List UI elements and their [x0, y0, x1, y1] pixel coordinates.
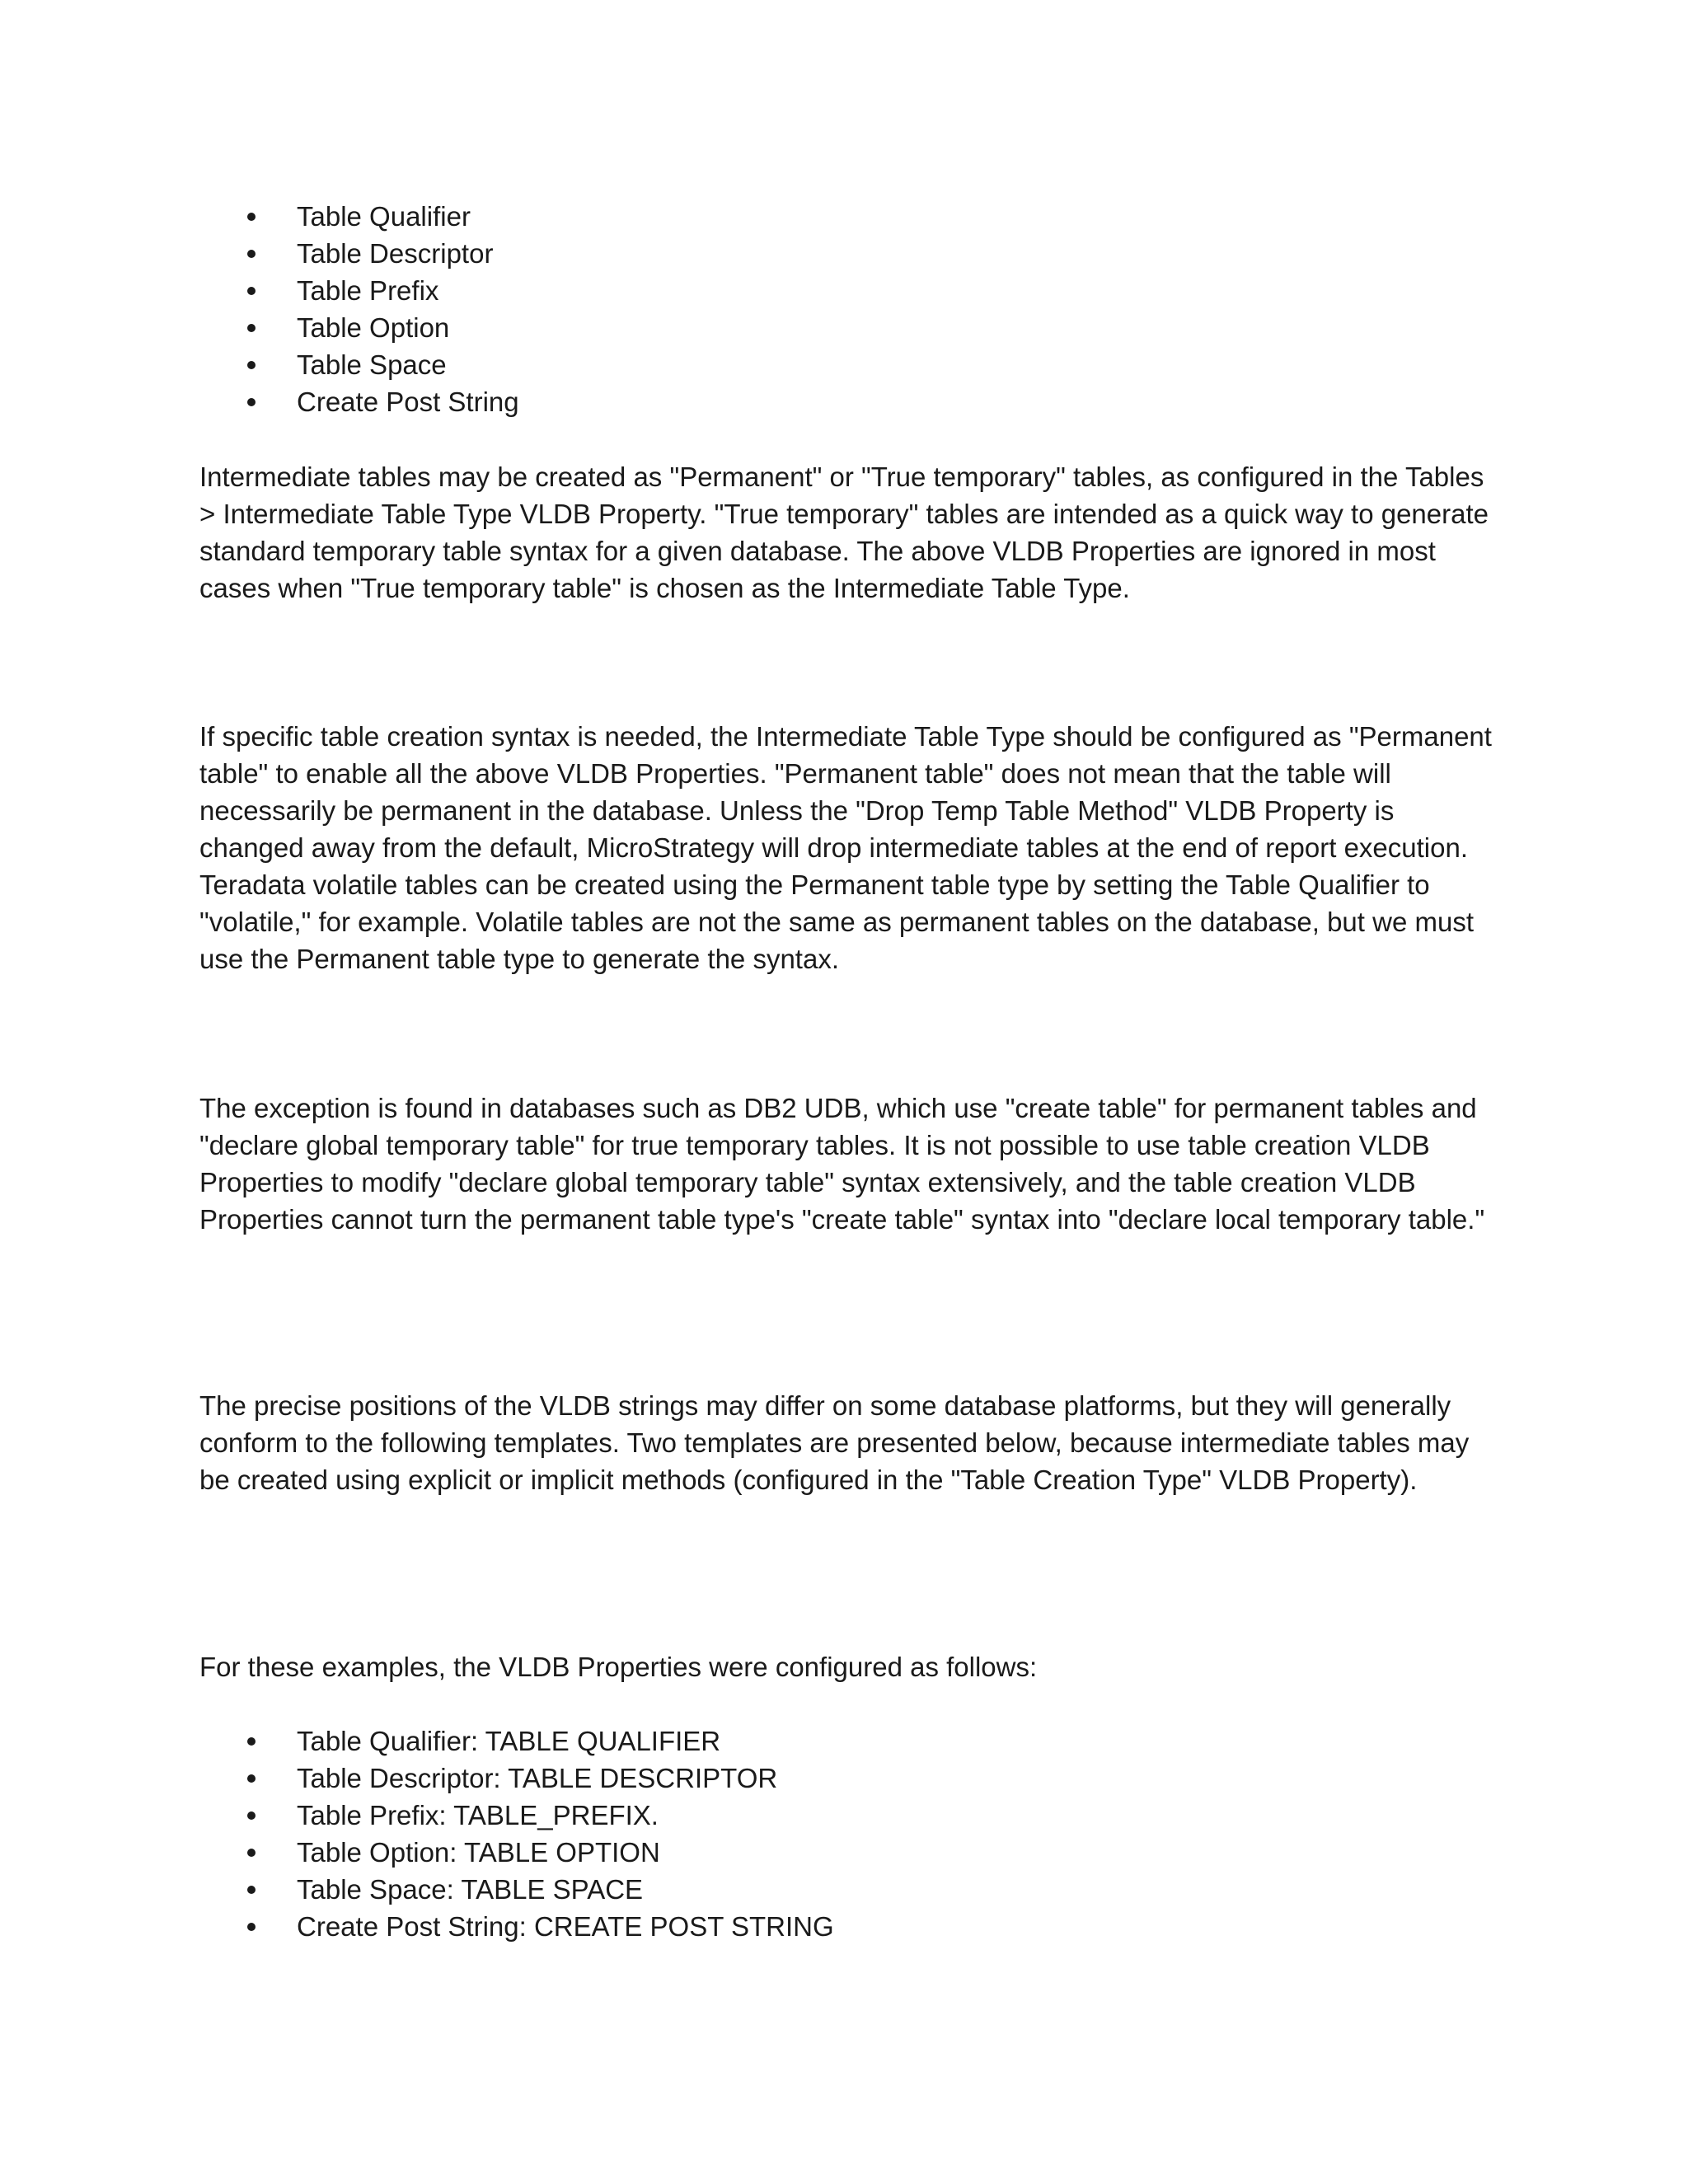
- paragraph-db2-exception: [199, 1090, 1493, 1238]
- bullet-icon: [247, 1737, 256, 1746]
- list-item-text: Table Space: [297, 349, 447, 380]
- list-item-text: Table Qualifier: TABLE QUALIFIER: [297, 1726, 721, 1756]
- list-item: [199, 198, 1493, 235]
- paragraph-intermediate-tables: [199, 458, 1493, 607]
- list-item-text: Table Option: TABLE OPTION: [297, 1837, 660, 1868]
- bullet-icon: [247, 250, 256, 258]
- list-item-text: Table Option: [297, 312, 450, 343]
- paragraph-permanent-table: [199, 718, 1493, 977]
- bullet-icon: [247, 1923, 256, 1931]
- list-item: [199, 1834, 1493, 1871]
- list-item: [199, 383, 1493, 420]
- list-item: [199, 235, 1493, 272]
- list-item: [199, 272, 1493, 309]
- bullet-list-configured-values: [199, 1722, 1493, 1945]
- list-item: [199, 1760, 1493, 1797]
- list-item-text: Create Post String: [297, 387, 519, 417]
- paragraph-text: The exception is found in databases such as DB2 UDB, which use "create table" for permanent tables and "declare global temporary table" for true temporary tables. It is not possible to use table creation VLDB Properties to modify "declare global temporary table" syntax extensively, and the table creation VLDB Properties cannot turn the permanent table type's "create table" syntax into "declare local temporary table.": [199, 1093, 1485, 1235]
- bullet-icon: [247, 1811, 256, 1820]
- bullet-icon: [247, 213, 256, 221]
- paragraph-text: For these examples, the VLDB Properties were configured as follows:: [199, 1652, 1038, 1682]
- paragraph-text: Intermediate tables may be created as "Permanent" or "True temporary" tables, as configured in the Tables > Intermediate Table Type VLDB Property. "True temporary" tables are intended as a quick way to generate standard temporary table syntax for a given database. The above VLDB Properties are ignored in most cases when "True temporary table" is chosen as the Intermediate Table Type.: [199, 462, 1489, 603]
- bullet-icon: [247, 1886, 256, 1894]
- list-item-text: Table Space: TABLE SPACE: [297, 1874, 644, 1905]
- bullet-icon: [247, 324, 256, 332]
- bullet-icon: [247, 287, 256, 295]
- list-item-text: Table Prefix: [297, 275, 439, 306]
- paragraph-examples-intro: [199, 1648, 1493, 1685]
- list-item-text: Table Prefix: TABLE_PREFIX.: [297, 1800, 659, 1830]
- list-item: [199, 309, 1493, 346]
- paragraph-vldb-positions: [199, 1387, 1493, 1498]
- list-item-text: Create Post String: CREATE POST STRING: [297, 1911, 834, 1942]
- list-item: [199, 1722, 1493, 1760]
- paragraph-text: The precise positions of the VLDB strings may differ on some database platforms, but they will generally conform to the following templates. Two templates are presented below, because intermediate tables may be created using explicit or implicit methods (configured in the "Table Creation Type" VLDB Property).: [199, 1390, 1470, 1495]
- list-item: [199, 1871, 1493, 1908]
- list-item: [199, 1797, 1493, 1834]
- list-item: [199, 346, 1493, 383]
- bullet-icon: [247, 1849, 256, 1857]
- list-item-text: Table Qualifier: [297, 201, 471, 232]
- bullet-icon: [247, 361, 256, 369]
- bullet-list-properties: [199, 198, 1493, 420]
- bullet-icon: [247, 1774, 256, 1783]
- list-item-text: Table Descriptor: TABLE DESCRIPTOR: [297, 1763, 778, 1793]
- paragraph-text: If specific table creation syntax is needed, the Intermediate Table Type should be configured as "Permanent table" to enable all the above VLDB Properties. "Permanent table" does not mean that the table will necessarily be permanent in the database. Unless the "Drop Temp Table Method" VLDB Property is changed away from the default, MicroStrategy will drop intermediate tables at the end of report execution. Teradata volatile tables can be created using the Permanent table type by setting the Table Qualifier to "volatile," for example. Volatile tables are not the same as permanent tables on the database, but we must use the Permanent table type to generate the syntax.: [199, 721, 1492, 974]
- list-item: [199, 1908, 1493, 1945]
- bullet-icon: [247, 398, 256, 406]
- list-item-text: Table Descriptor: [297, 238, 494, 269]
